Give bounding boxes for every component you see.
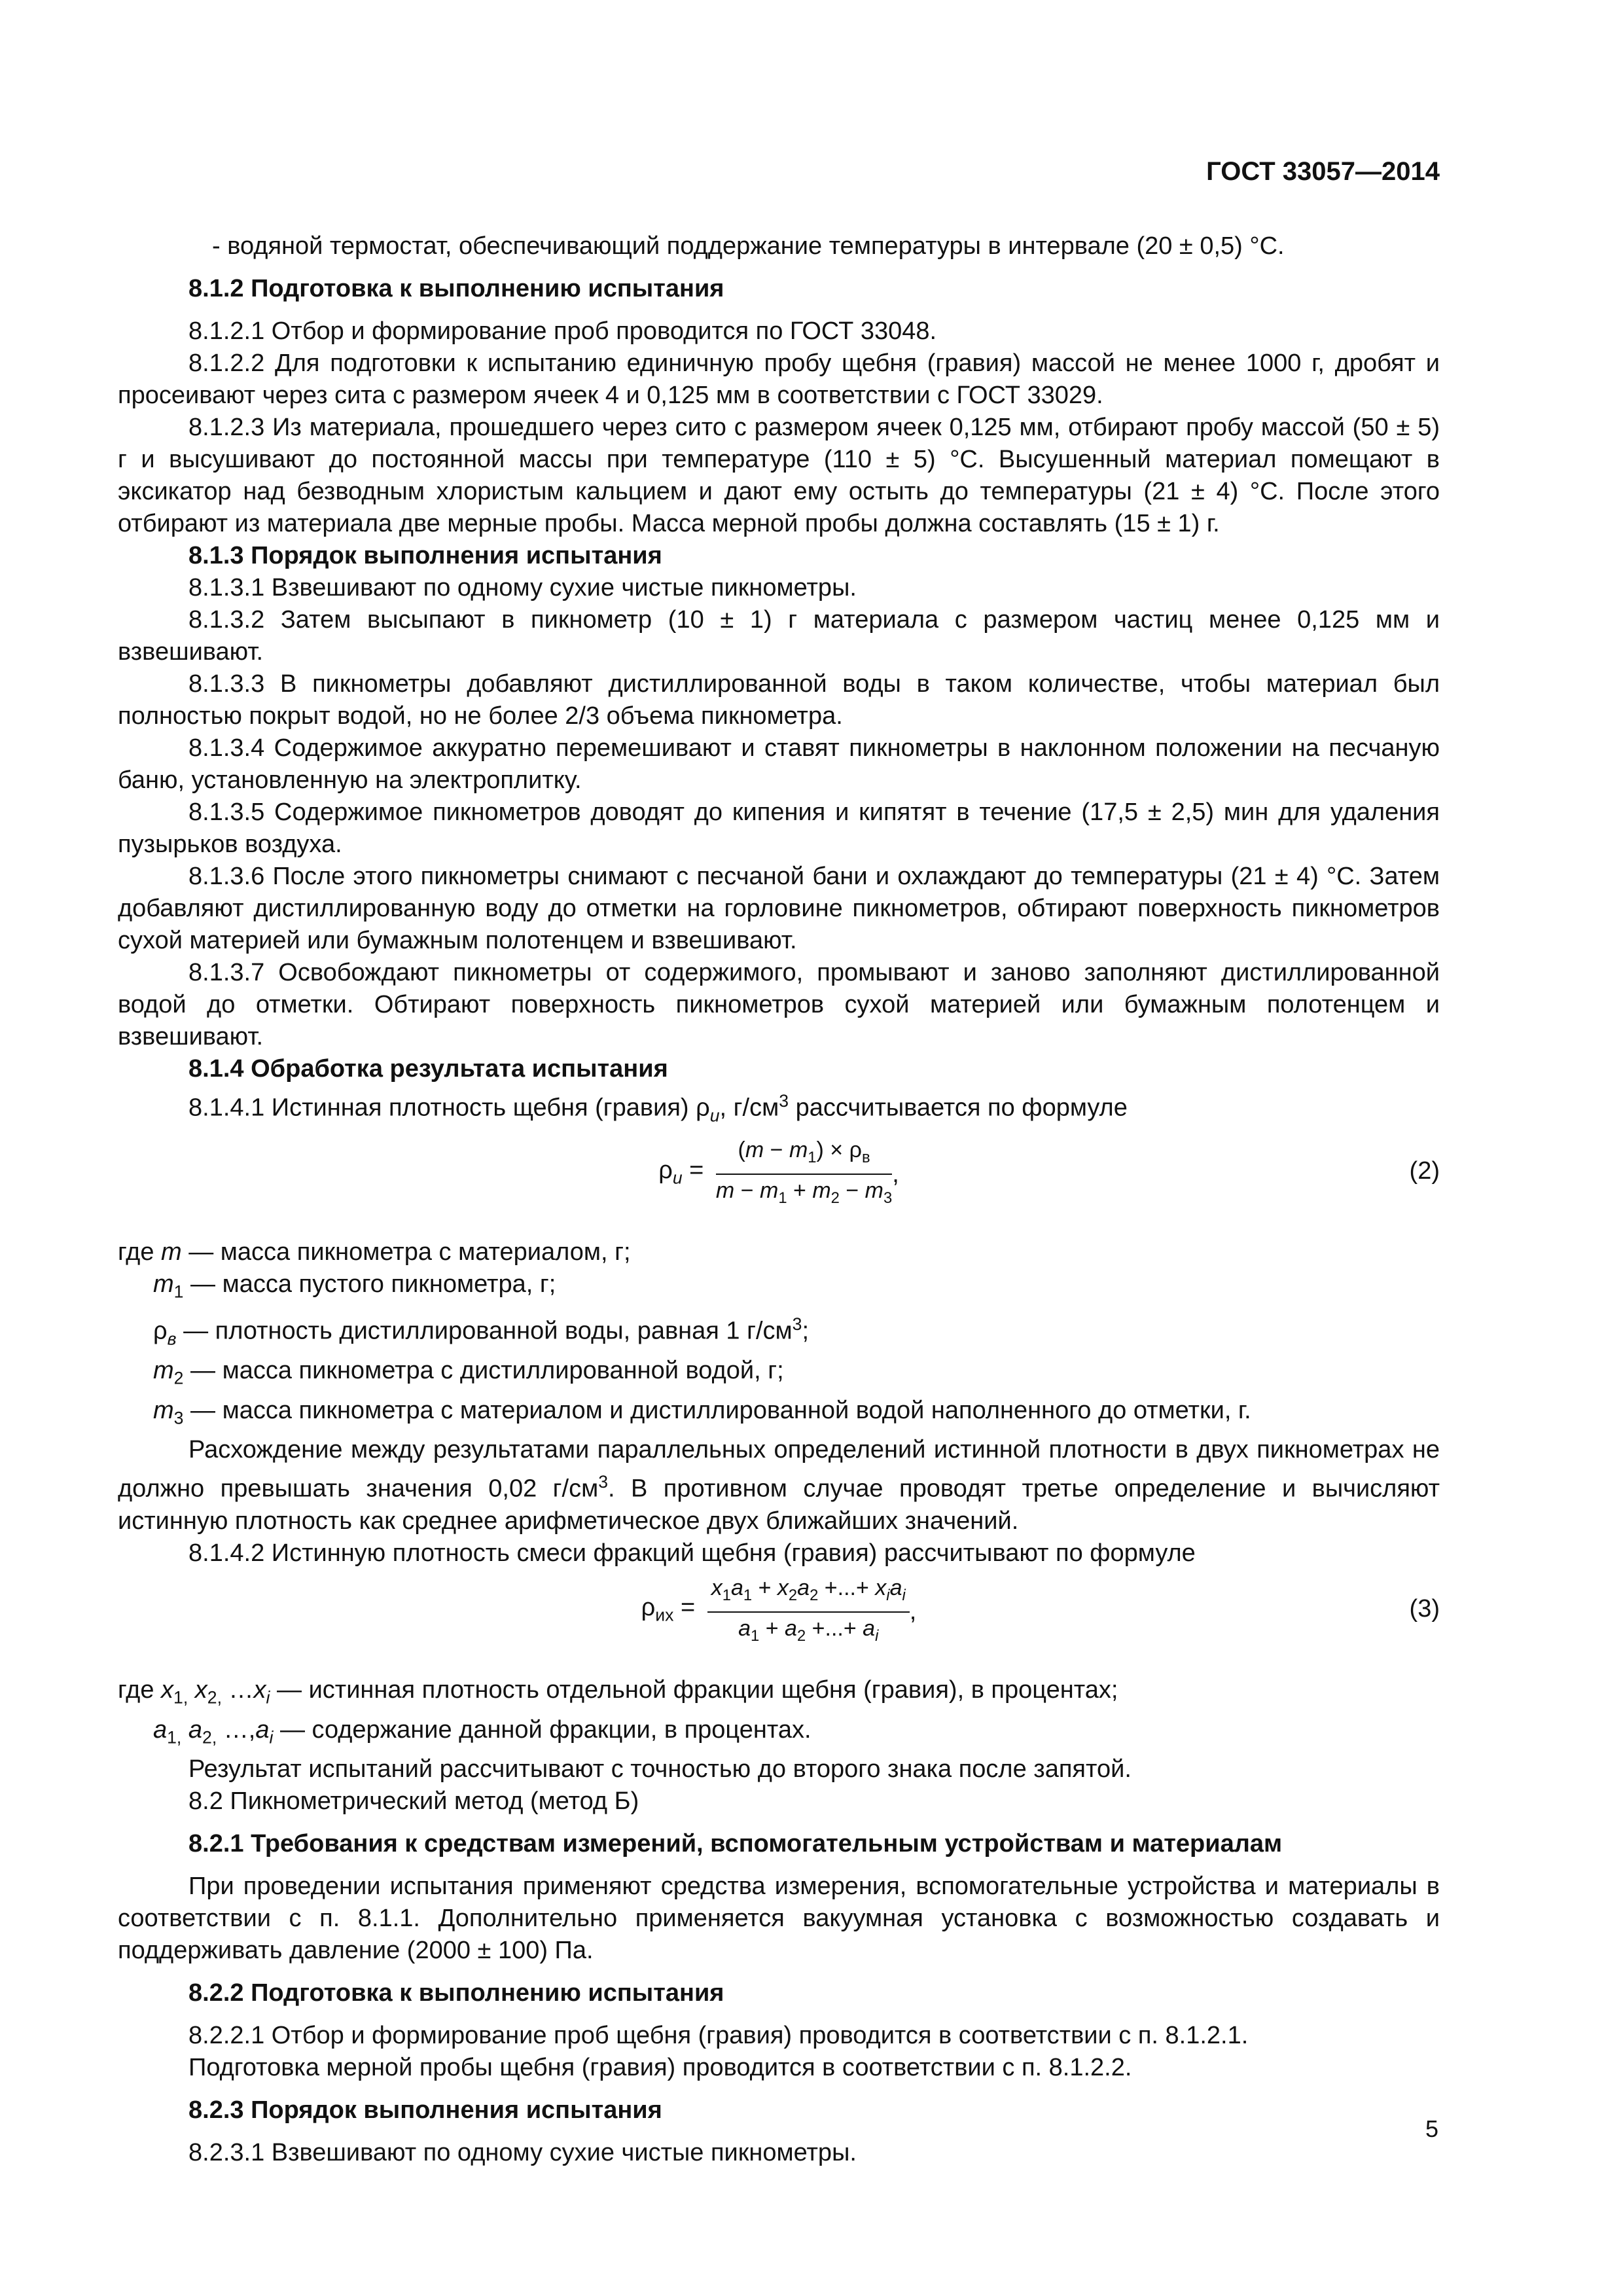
heading-8-1-2: 8.1.2 Подготовка к выполнению испытания (188, 275, 724, 302)
legend-x: где $x_{1,}$ $x_{2,}$ $\dots x_i$ — истинная плотность отдельной фракции щебня (гравия), в процентах; (118, 1676, 1118, 1708)
legend-m3: $m_3$ — масса пикнометра с материалом и дистиллированной водой наполненного до отметки, г. (153, 1396, 1251, 1428)
paragraph-8-1-3-5: 8.1.3.5 Содержимое пикнометров доводят до кипения и кипятят в течение (17,5 ± 2,5) мин для удаления пузырьков воздуха. (118, 798, 1440, 858)
formula-3: $\rho_{их}$ = $\frac{x_1a_1 + x_2a_2 +...+ x_ia_i}{a_1 + a_2 +...+ a_i}$ , (3) (118, 1573, 1440, 1652)
paragraph-8-2-3-1: 8.2.3.1 Взвешивают по одному сухие чистые пикнометры. (188, 2139, 857, 2167)
page-number: 5 (1425, 2115, 1438, 2142)
paragraph-8-2-2-1-b: Подготовка мерной пробы щебня (гравия) проводится в соответствии с п. 8.1.2.2. (188, 2054, 1132, 2082)
paragraph-8-1-3-1: 8.1.3.1 Взвешивают по одному сухие чистые пикнометры. (188, 574, 857, 601)
legend-m1: $m_1$ — масса пустого пикнометра, г; (153, 1270, 556, 1302)
document-id-header: ГОСТ 33057—2014 (1206, 157, 1440, 186)
paragraph-8-1-3-2: 8.1.3.2 Затем высыпают в пикнометр (10 ± 1) г материала с размером частиц менее 0,125 мм и взвешивают. (118, 606, 1440, 666)
formula-3-number: (3) (1409, 1594, 1440, 1623)
legend-m2: $m_2$ — масса пикнометра с дистиллированной водой, г; (153, 1357, 784, 1388)
legend-rho-water: $\rho_в$ — плотность дистиллированной воды, равная 1 $г/см^3$; (153, 1314, 810, 1349)
paragraph-8-2-2-1: 8.2.2.1 Отбор и формирование проб щебня (гравия) проводится в соответствии с п. 8.1.2.1. (188, 2022, 1249, 2050)
paragraph-8-1-2-2: 8.1.2.2 Для подготовки к испытанию единичную пробу щебня (гравия) массой не менее 1000 г, дробят и просеивают через сита с размером ячеек 4 и 0,125 мм в соответствии с ГОСТ 33029. (118, 350, 1440, 409)
legend-a: $a_{1,}$ $a_{2,}$ $\dots,a_i$ — содержание данной фракции, в процентах. (153, 1715, 812, 1748)
legend-m: где m — масса пикнометра с материалом, г; (118, 1238, 631, 1266)
formula-2-number: (2) (1409, 1157, 1440, 1185)
paragraph-discrepancy: Расхождение между результатами параллельных определений истинной плотности в двух пикнометрах не должно превышать значения 0,02 $г/см^3$. В противном случае проводят третье определение и вычисляют истинную плотность как среднее арифметическое двух ближайших значений. (118, 1436, 1440, 1535)
paragraph-thermostat: - водяной термостат, обеспечивающий поддержание температуры в интервале (20 ± 0,5) °С. (212, 232, 1285, 260)
heading-8-1-3: 8.1.3 Порядок выполнения испытания (188, 542, 662, 569)
paragraph-8-1-3-6: 8.1.3.6 После этого пикнометры снимают с песчаной бани и охлаждают до температуры (21 ± 4) °С. Затем добавляют дистиллированную воду до отметки на горловине пикнометров, обтирают поверхность пикнометров сухой материей или бумажным полотенцем и взвешивают. (118, 863, 1440, 954)
paragraph-8-1-3-7: 8.1.3.7 Освобождают пикнометры от содержимого, промывают и заново заполняют дистиллированной водой до отметки. Обтирают поверхность пикнометров сухой материей или бумажным полотенцем и взвешивают. (118, 959, 1440, 1050)
heading-8-2-3: 8.2.3 Порядок выполнения испытания (188, 2096, 662, 2125)
formula-2: $\rho_и$ = $\frac{(m - m_1) \times \rho_в}{m - m_1 + m_2 - m_3}$ , (2) (118, 1136, 1440, 1214)
page-content (118, 230, 1440, 2169)
paragraph-8-1-4-1: 8.1.4.1 Истинная плотность щебня (гравия) $\rho_и$, $г/см^3$ рассчитывается по формуле (188, 1091, 1128, 1126)
paragraph-8-2: 8.2 Пикнометрический метод (метод Б) (188, 1787, 639, 1816)
paragraph-8-1-2-3: 8.1.2.3 Из материала, прошедшего через сито с размером ячеек 0,125 мм, отбирают пробу массой (50 ± 5) г и высушивают до постоянной массы при температуре (110 ± 5) °С. Высушенный материал помещают в эксикатор над безводным хлористым кальцием и дают ему остыть до температуры (21 ± 4) °С. После этого отбирают из материала две мерные пробы. Масса мерной пробы должна составлять (15 ± 1) г. (118, 414, 1440, 537)
heading-8-2-1: 8.2.1 Требования к средствам измерений, вспомогательным устройствам и материалам (188, 1830, 1283, 1858)
paragraph-8-1-3-4: 8.1.3.4 Содержимое аккуратно перемешивают и ставят пикнометры в наклонном положении на песчаную баню, установленную на электроплитку. (118, 734, 1440, 794)
heading-8-1-4: 8.1.4 Обработка результата испытания (188, 1055, 668, 1083)
paragraph-8-2-1: При проведении испытания применяют средства измерения, вспомогательные устройства и материалы в соответствии с п. 8.1.1. Дополнительно применяется вакуумная установка с возможностью создавать и поддерживать давление (2000 ± 100) Па. (118, 1873, 1440, 1965)
heading-8-2-2: 8.2.2 Подготовка к выполнению испытания (188, 1979, 724, 2007)
paragraph-8-1-3-3: 8.1.3.3 В пикнометры добавляют дистиллированной воды в таком количестве, чтобы материал был полностью покрыт водой, но не более 2/3 объема пикнометра. (118, 670, 1440, 730)
paragraph-result-precision: Результат испытаний рассчитывают с точностью до второго знака после запятой. (188, 1755, 1132, 1784)
paragraph-8-1-4-2: 8.1.4.2 Истинную плотность смеси фракций щебня (гравия) рассчитывают по формуле (188, 1539, 1196, 1567)
paragraph-8-1-2-1: 8.1.2.1 Отбор и формирование проб проводится по ГОСТ 33048. (188, 317, 937, 345)
